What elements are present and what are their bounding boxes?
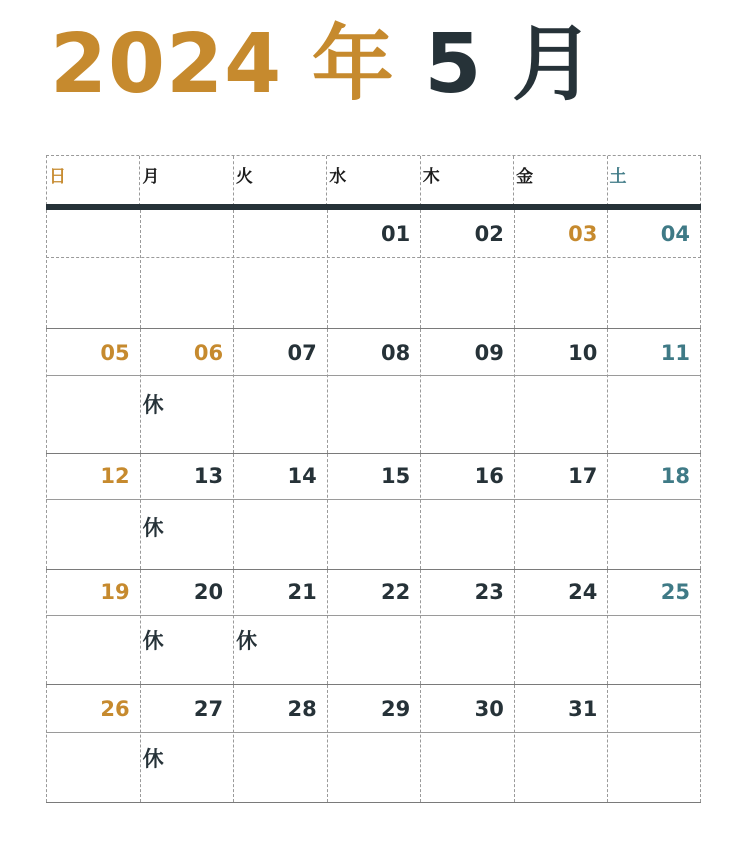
day-cell[interactable] <box>607 685 701 802</box>
weekday-tue: 火 <box>234 156 327 206</box>
day-number: 19 <box>100 580 130 604</box>
day-cell[interactable] <box>327 570 421 684</box>
day-number: 14 <box>287 464 317 488</box>
day-number: 17 <box>568 464 598 488</box>
day-number: 25 <box>660 580 690 604</box>
day-number: 15 <box>381 464 411 488</box>
day-cell[interactable] <box>46 329 140 453</box>
day-cell[interactable] <box>607 329 701 453</box>
week-row <box>46 329 701 454</box>
day-number: 16 <box>474 464 504 488</box>
title-month: 5 月 <box>424 17 595 112</box>
day-cell[interactable] <box>607 570 701 684</box>
day-cell[interactable] <box>420 329 514 453</box>
weekday-wed: 水 <box>327 156 420 206</box>
day-number: 22 <box>381 580 411 604</box>
day-number: 28 <box>287 697 317 721</box>
day-number: 03 <box>568 222 598 246</box>
weekday-thu: 木 <box>421 156 514 206</box>
day-cell[interactable] <box>327 454 421 569</box>
day-number: 26 <box>100 697 130 721</box>
day-cell[interactable] <box>420 685 514 802</box>
day-cell[interactable] <box>327 329 421 453</box>
day-cell[interactable] <box>514 685 608 802</box>
weekday-sat: 土 <box>608 156 701 206</box>
row-separator <box>46 732 701 733</box>
day-cell[interactable] <box>46 454 140 569</box>
day-memo: 休 <box>142 629 164 653</box>
weekday-fri: 金 <box>514 156 607 206</box>
day-cell[interactable] <box>514 570 608 684</box>
day-number: 04 <box>660 222 690 246</box>
day-cell[interactable] <box>140 210 234 328</box>
day-cell[interactable] <box>420 454 514 569</box>
page-title <box>50 10 595 120</box>
weekday-sun: 日 <box>47 156 140 206</box>
day-number: 05 <box>100 341 130 365</box>
day-number: 12 <box>100 464 130 488</box>
day-number: 30 <box>474 697 504 721</box>
day-number: 27 <box>193 697 224 721</box>
day-cell[interactable] <box>233 570 327 684</box>
day-number: 31 <box>568 697 598 721</box>
week-row <box>46 454 701 570</box>
day-number: 02 <box>474 222 504 246</box>
day-number: 10 <box>568 341 598 365</box>
day-number: 07 <box>287 341 317 365</box>
day-number: 09 <box>474 341 504 365</box>
day-cell[interactable] <box>140 570 234 684</box>
day-cell[interactable] <box>514 454 608 569</box>
day-cell[interactable] <box>514 210 608 328</box>
day-number: 06 <box>193 341 224 365</box>
row-separator <box>46 499 701 500</box>
title-year: 2024 年 <box>50 17 395 112</box>
day-cell[interactable] <box>233 210 327 328</box>
day-memo: 休 <box>142 747 164 771</box>
day-cell[interactable] <box>420 570 514 684</box>
row-separator <box>46 615 701 616</box>
day-cell[interactable] <box>46 685 140 802</box>
day-cell[interactable] <box>514 329 608 453</box>
week-row <box>46 685 701 803</box>
row-separator <box>46 257 701 258</box>
day-memo: 休 <box>236 629 258 653</box>
day-number: 13 <box>193 464 224 488</box>
day-cell[interactable] <box>233 454 327 569</box>
day-cell[interactable] <box>327 685 421 802</box>
day-cell[interactable] <box>140 454 234 569</box>
day-number: 08 <box>381 341 411 365</box>
day-cell[interactable] <box>420 210 514 328</box>
day-number: 24 <box>568 580 598 604</box>
day-cell[interactable] <box>233 329 327 453</box>
day-cell[interactable] <box>607 454 701 569</box>
day-cell[interactable] <box>327 210 421 328</box>
day-number: 29 <box>381 697 411 721</box>
day-memo: 休 <box>142 393 164 417</box>
day-number: 01 <box>381 222 411 246</box>
day-cell[interactable] <box>607 210 701 328</box>
day-number: 20 <box>193 580 224 604</box>
day-cell[interactable] <box>46 210 140 328</box>
day-cell[interactable] <box>140 329 234 453</box>
row-separator <box>46 375 701 376</box>
day-cell[interactable] <box>46 570 140 684</box>
week-row <box>46 210 701 329</box>
day-cell[interactable] <box>140 685 234 802</box>
day-cell[interactable] <box>233 685 327 802</box>
day-number: 11 <box>660 341 690 365</box>
day-number: 23 <box>474 580 504 604</box>
day-number: 18 <box>660 464 690 488</box>
weekday-header <box>46 155 701 205</box>
calendar-grid <box>46 210 701 803</box>
week-row <box>46 570 701 685</box>
day-number: 21 <box>287 580 317 604</box>
day-memo: 休 <box>142 516 164 540</box>
weekday-mon: 月 <box>140 156 233 206</box>
